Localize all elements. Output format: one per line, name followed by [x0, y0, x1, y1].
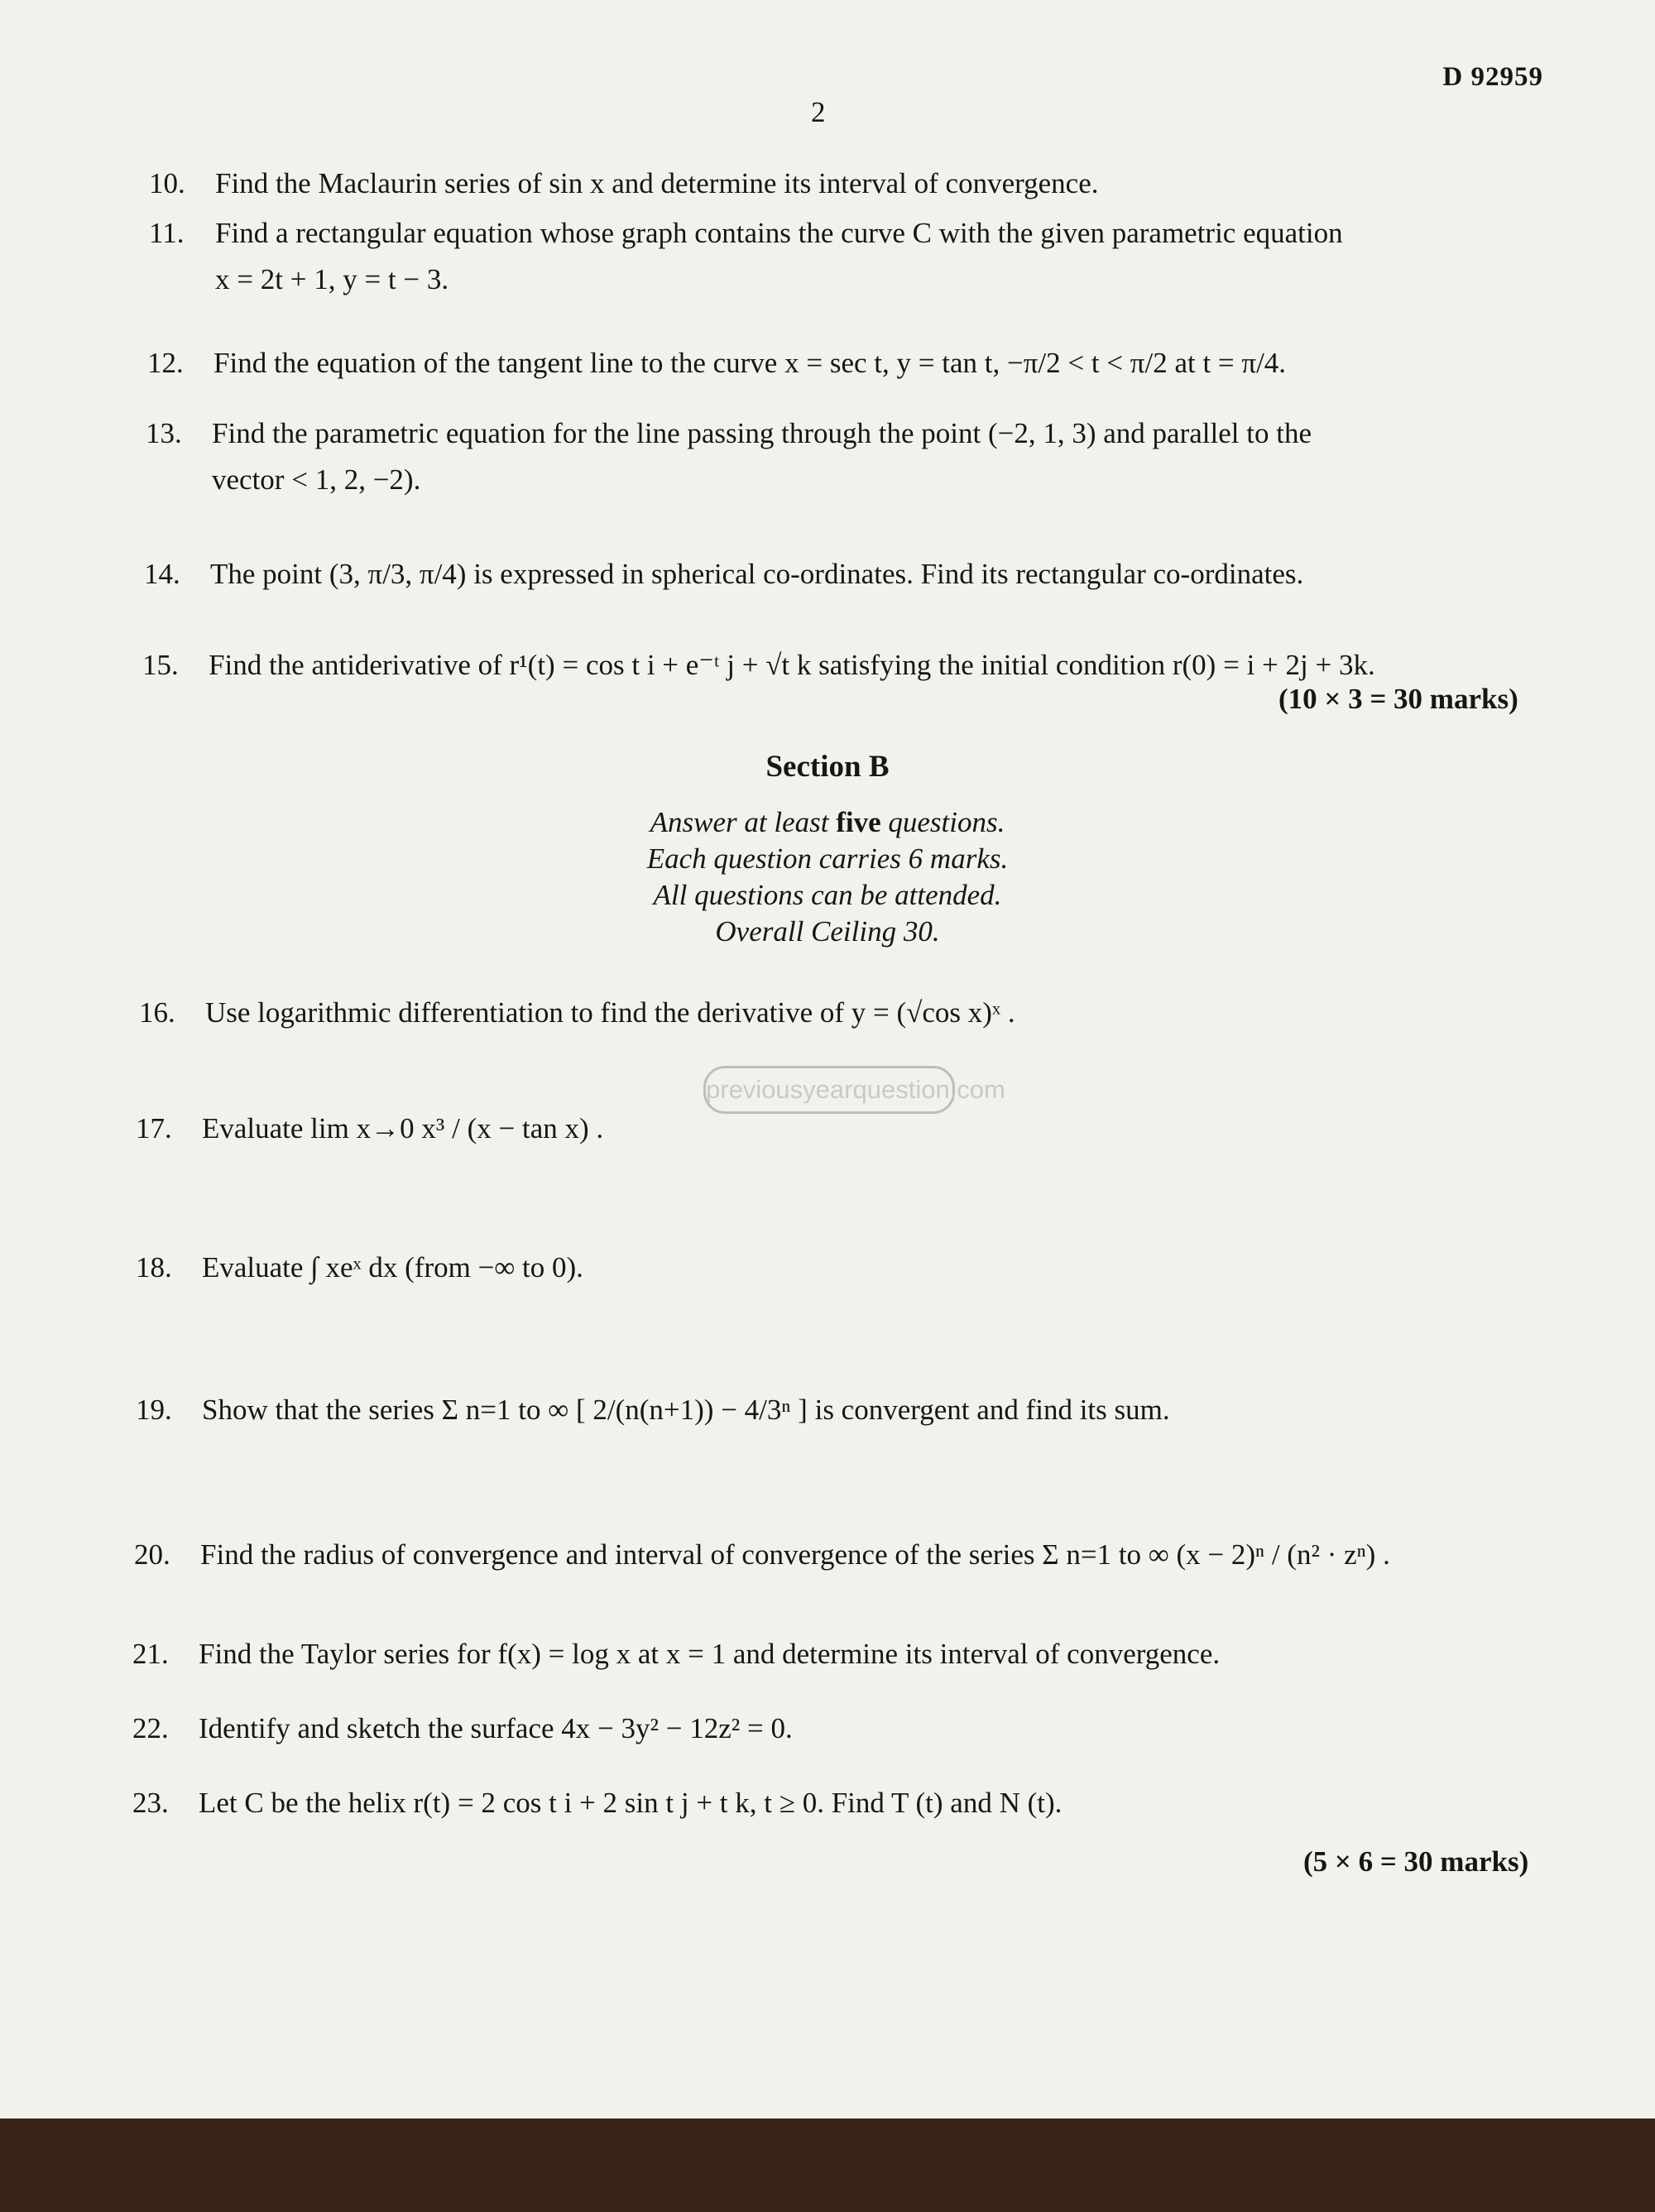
instruction-line-3: All questions can be attended. — [653, 879, 1002, 911]
paper-code: D 92959 — [1442, 62, 1543, 92]
exam-page: D 92959 2 10. Find the Maclaurin series of sin x and determine its interval of convergence. 11. Find a rectangular equation whose graph contains the curve C with the given parametric equation x = 2t + 1, y = t − 3. 12. Find the equation of the tangent line to the curve x = sec t, y = tan t, −π/2 < t < π/2 at t = π/4. 13. Find the parametric equation for the line passing through the point (−2, 1, 3) and parallel to the vector < 1, 2, −2). 14. The point (3, π/3, π/4) is expressed in spherical co-ordinates. Find its rectangular co-ordinates. 15. Find the antiderivative of r¹(t) = cos t i + e⁻ᵗ j + √t k satisfying the initial condition r(0) = i + 2j + 3k. (10 × 3 = 30 marks) Section B Answer at least five questions. Each question carries 6 marks. All questions can be attended. Overall Ceiling 30. 16. Use logarithmic differentiation to find the derivative of y = (√cos x)ˣ . 17. Evaluate lim x→0 x³ / (x − tan x) . 18. Evaluate ∫ xeˣ dx (from −∞ to 0). 19. Show that the series Σ n=1 to ∞ [ 2/(n(n+1)) − 4/3ⁿ ] is convergent and find its sum. 20. Find the radius of convergence and interval of convergence of the series Σ n=1 to ∞ (x − 2)ⁿ / (n² · zⁿ) . 21. Find the Taylor series for f(x) = log x at x = 1 and determine its interval of convergence. 22. Identify and sketch the surface 4x − 3y² − 12z² = 0. 23. Let C be the helix r(t) = 2 cos t i + 2 sin t j + t k, t ≥ 0. Find T (t) and N (t). (5 × 6 = 30 marks) previousyearquestion.com — [0, 0, 1655, 2118]
section-a-marks: (10 × 3 = 30 marks) — [1278, 683, 1518, 715]
instruction-line-2: Each question carries 6 marks. — [646, 842, 1009, 875]
instruction-line-1: Answer at least five questions. — [650, 806, 1005, 838]
instruction-line-4: Overall Ceiling 30. — [715, 915, 940, 948]
table-surface-background — [0, 2118, 1655, 2212]
section-b-marks: (5 × 6 = 30 marks) — [1303, 1845, 1529, 1878]
watermark-logo: previousyearquestion.com — [703, 1066, 955, 1114]
section-b-title: Section B — [765, 750, 890, 784]
page-number: 2 — [811, 96, 826, 128]
